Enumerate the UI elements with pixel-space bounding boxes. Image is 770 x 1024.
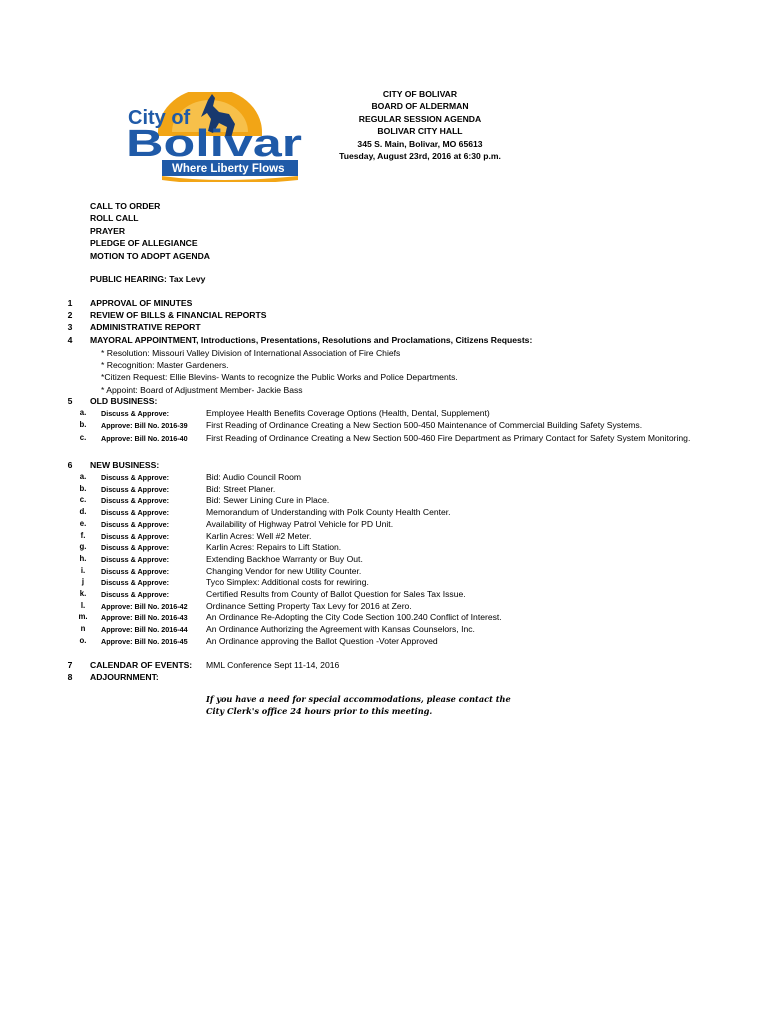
row-description: Bid: Street Planer. xyxy=(206,483,276,494)
row-action: Approve: Bill No. 2016-43 xyxy=(101,613,188,623)
row-action: Approve: Bill No. 2016-45 xyxy=(101,636,188,646)
row-description: Changing Vendor for new Utility Counter. xyxy=(206,565,362,576)
row-letter: n xyxy=(80,624,86,634)
public-hearing: PUBLIC HEARING: Tax Levy xyxy=(90,274,206,284)
calendar-desc: MML Conference Sept 11-14, 2016 xyxy=(206,660,340,670)
row-action: Discuss & Approve: xyxy=(101,554,170,564)
item-number: 8 xyxy=(67,672,73,682)
row-action: Discuss & Approve: xyxy=(101,496,170,506)
row-action: Discuss & Approve: xyxy=(101,531,170,541)
citizen-request-line: *Citizen Request: Ellie Blevins- Wants to recognize the Public Works and Police Departments. xyxy=(101,372,458,383)
row-letter: o. xyxy=(79,635,87,645)
row-description: Certified Results from County of Ballot Question for Sales Tax Issue. xyxy=(206,589,466,599)
calendar-title: CALENDAR OF EVENTS: xyxy=(90,660,193,670)
mayoral-subitems xyxy=(101,347,458,396)
item-number: 2 xyxy=(67,310,73,320)
row-description: Karlin Acres: Well #2 Meter. xyxy=(206,530,312,541)
row-description: An Ordinance Re-Adopting the City Code Section 100.240 Conflict of Interest. xyxy=(206,612,502,623)
row-letter: j xyxy=(81,577,85,587)
row-letter: i. xyxy=(80,565,86,575)
notice-line-1: If you have a need for special accommodations, please contact the xyxy=(206,694,511,704)
item-number: 3 xyxy=(67,322,73,332)
header-hall: BOLIVAR CITY HALL xyxy=(377,126,463,137)
row-action: Approve: Bill No. 2016-44 xyxy=(101,625,188,635)
row-letter: d. xyxy=(79,507,87,517)
row-description: An Ordinance Authorizing the Agreement with Kansas Counselors, Inc. xyxy=(206,624,475,635)
item-number: 4 xyxy=(67,335,73,345)
row-letter: e. xyxy=(79,518,87,528)
accommodations-notice xyxy=(206,693,511,717)
row-action: Discuss & Approve: xyxy=(101,484,170,494)
row-description: Bid: Sewer Lining Cure in Place. xyxy=(206,495,330,506)
row-action: Discuss & Approve: xyxy=(101,473,170,482)
row-action: Discuss & Approve: xyxy=(101,508,170,518)
row-action: Discuss & Approve: xyxy=(101,409,170,418)
row-letter: k. xyxy=(79,589,87,598)
row-description: Extending Backhoe Warranty or Buy Out. xyxy=(206,553,363,564)
header-date: Tuesday, August 23rd, 2016 at 6:30 p.m. xyxy=(339,151,501,162)
recognition-line: * Recognition: Master Gardeners. xyxy=(101,360,229,371)
item-title: ADMINISTRATIVE REPORT xyxy=(90,322,201,332)
header-board: BOARD OF ALDERMAN xyxy=(371,101,469,112)
row-letter: m. xyxy=(78,612,88,622)
item-number: 6 xyxy=(67,460,73,470)
agenda-header xyxy=(320,88,520,162)
row-letter: c. xyxy=(79,495,87,505)
row-letter: f. xyxy=(80,530,86,540)
row-description: Ordinance Setting Property Tax Levy for 2016 at Zero. xyxy=(206,600,412,611)
header-address: 345 S. Main, Bolivar, MO 65613 xyxy=(357,138,483,149)
row-description: Tyco Simplex: Additional costs for rewiring. xyxy=(206,577,369,588)
bolivar-logo-graphic xyxy=(120,92,305,182)
item-number: 1 xyxy=(67,298,73,308)
row-action: Discuss & Approve: xyxy=(101,543,170,553)
motion-adopt-agenda: MOTION TO ADOPT AGENDA xyxy=(90,250,210,261)
city-logo xyxy=(120,92,305,182)
notice-line-2: City Clerk's office 24 hours prior to this meeting. xyxy=(206,706,433,716)
row-letter: c. xyxy=(79,432,87,442)
old-business-title: OLD BUSINESS: xyxy=(90,396,158,406)
header-city: CITY OF BOLIVAR xyxy=(382,89,458,99)
row-action: Discuss & Approve: xyxy=(101,590,170,599)
row-action: Approve: Bill No. 2016-39 xyxy=(101,421,188,431)
prayer: PRAYER xyxy=(90,225,126,236)
row-letter: a. xyxy=(79,408,87,417)
adjournment-title: ADJOURNMENT: xyxy=(90,672,159,682)
row-letter: l. xyxy=(80,600,86,610)
row-action: Discuss & Approve: xyxy=(101,578,170,588)
item-number: 5 xyxy=(67,396,73,406)
row-letter: b. xyxy=(79,420,87,430)
row-description: First Reading of Ordinance Creating a New Section 500-450 Maintenance of Commercial Building Safety Systems. xyxy=(206,420,643,431)
row-action: Discuss & Approve: xyxy=(101,566,170,576)
item-title: APPROVAL OF MINUTES xyxy=(90,298,193,308)
row-description: An Ordinance approving the Ballot Question -Voter Approved xyxy=(206,635,438,646)
appoint-line: * Appoint: Board of Adjustment Member- Jackie Bass xyxy=(101,384,303,395)
row-letter: a. xyxy=(79,472,87,481)
item-title: REVIEW OF BILLS & FINANCIAL REPORTS xyxy=(90,310,267,320)
row-description: Employee Health Benefits Coverage Options (Health, Dental, Supplement) xyxy=(206,408,490,418)
row-action: Approve: Bill No. 2016-42 xyxy=(101,601,188,611)
row-action: Approve: Bill No. 2016-40 xyxy=(101,433,188,443)
item-title: MAYORAL APPOINTMENT, Introductions, Presentations, Resolutions and Proclamations, Citizens Requests: xyxy=(90,335,533,345)
call-to-order: CALL TO ORDER xyxy=(90,201,161,211)
opening-list xyxy=(90,200,210,262)
row-letter: g. xyxy=(79,542,87,552)
resolution-line: * Resolution: Missouri Valley Division of International Association of Fire Chiefs xyxy=(101,348,401,358)
logo-main-text: Bolivar xyxy=(126,123,303,165)
row-description: Karlin Acres: Repairs to Lift Station. xyxy=(206,542,342,553)
logo-tagline: Where Liberty Flows xyxy=(172,163,285,175)
row-description: First Reading of Ordinance Creating a New Section 500-460 Fire Department as Primary Contact for Safety System Monitoring. xyxy=(206,432,691,443)
row-letter: h. xyxy=(79,553,87,563)
pledge: PLEDGE OF ALLEGIANCE xyxy=(90,238,198,249)
new-business-title: NEW BUSINESS: xyxy=(90,460,160,470)
row-letter: b. xyxy=(79,483,87,493)
row-description: Memorandum of Understanding with Polk County Health Center. xyxy=(206,507,451,518)
row-action: Discuss & Approve: xyxy=(101,519,170,529)
header-session: REGULAR SESSION AGENDA xyxy=(358,113,482,124)
roll-call: ROLL CALL xyxy=(90,213,139,224)
item-number: 7 xyxy=(67,660,73,670)
row-description: Availability of Highway Patrol Vehicle for PD Unit. xyxy=(206,518,394,529)
row-description: Bid: Audio Council Room xyxy=(206,472,302,482)
logo-top-text: City of xyxy=(128,107,191,129)
